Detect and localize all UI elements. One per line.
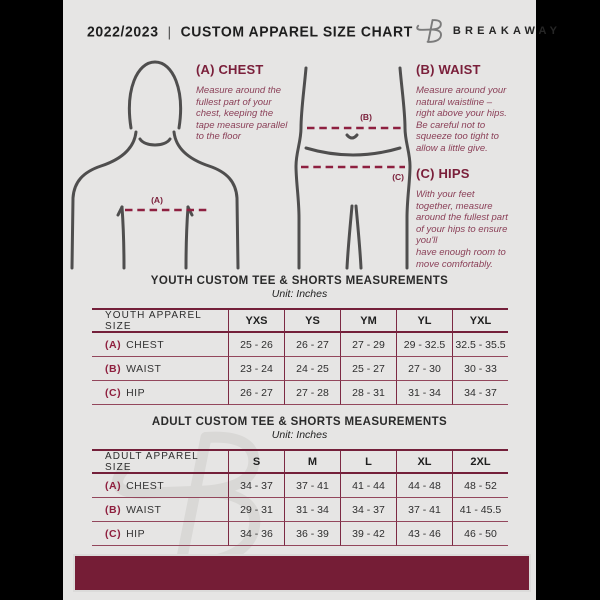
- row-letter: (A): [105, 479, 122, 492]
- size-range-cell: 29 - 31: [228, 498, 284, 522]
- brand-lockup: [413, 17, 561, 45]
- size-range-cell: 44 - 48: [396, 474, 452, 498]
- hips-label: (C): [392, 172, 404, 182]
- apparel-size-header-cell: YOUTH APPAREL SIZE: [92, 310, 228, 333]
- size-tables: [63, 274, 536, 556]
- size-range-cell: 28 - 31: [340, 381, 396, 405]
- size-range-cell: 34 - 37: [340, 498, 396, 522]
- size-range-cell: 26 - 27: [284, 333, 340, 357]
- measurement-row-label: [92, 474, 228, 498]
- size-column-header: YL: [396, 310, 452, 333]
- row-name: HIP: [126, 386, 146, 399]
- footer-bar: [73, 554, 531, 592]
- size-range-cell: 37 - 41: [284, 474, 340, 498]
- size-range-cell: 27 - 29: [340, 333, 396, 357]
- apparel-size-header-cell: ADULT APPAREL SIZE: [92, 451, 228, 474]
- waist-instruction-text: Measure around your natural waistline – right above your hips. Be careful not to squeeze too tight to allow a little give.: [416, 85, 507, 154]
- size-range-cell: 32.5 - 35.5: [452, 333, 508, 357]
- measurement-row-label: [92, 357, 228, 381]
- table-title: ADULT CUSTOM TEE & SHORTS MEASUREMENTS: [151, 416, 448, 428]
- size-column-header: YM: [340, 310, 396, 333]
- row-letter: (B): [105, 362, 122, 375]
- brand-name: BREAKAWAY: [452, 25, 562, 37]
- size-column-header: YXL: [452, 310, 508, 333]
- size-column-header: S: [228, 451, 284, 474]
- size-range-cell: 37 - 41: [396, 498, 452, 522]
- row-name: HIP: [126, 527, 146, 540]
- waist-instruction: [416, 62, 534, 155]
- row-letter: (C): [105, 386, 122, 399]
- size-range-cell: 39 - 42: [340, 522, 396, 546]
- size-range-cell: 26 - 27: [228, 381, 284, 405]
- size-range-cell: 23 - 24: [228, 357, 284, 381]
- measurement-row-label: [92, 381, 228, 405]
- size-table: [92, 449, 508, 546]
- chest-instruction-heading: (A) CHEST: [196, 62, 264, 77]
- size-range-cell: 29 - 32.5: [396, 333, 452, 357]
- measurement-row-label: [92, 522, 228, 546]
- title-divider: |: [167, 22, 172, 40]
- size-range-cell: 27 - 28: [284, 381, 340, 405]
- row-name: WAIST: [126, 362, 162, 375]
- hips-instruction-text: With your feet together, measure around the fullest part of your hips to ensure you'll have enough room to move comfortably.: [416, 189, 508, 270]
- size-column-header: YXS: [228, 310, 284, 333]
- waist-instruction-heading: (B) WAIST: [416, 62, 481, 77]
- row-letter: (C): [105, 527, 122, 540]
- waist-label: (B): [360, 112, 372, 122]
- size-range-cell: 43 - 46: [396, 522, 452, 546]
- measurement-row-label: [92, 333, 228, 357]
- size-range-cell: 34 - 36: [228, 522, 284, 546]
- size-table: [92, 308, 508, 405]
- size-range-cell: 34 - 37: [228, 474, 284, 498]
- size-range-cell: 31 - 34: [284, 498, 340, 522]
- row-letter: (A): [105, 338, 122, 351]
- size-range-cell: 25 - 27: [340, 357, 396, 381]
- hips-instruction: [416, 166, 534, 270]
- size-range-cell: 48 - 52: [452, 474, 508, 498]
- size-range-cell: 41 - 44: [340, 474, 396, 498]
- size-range-cell: 25 - 26: [228, 333, 284, 357]
- row-letter: (B): [105, 503, 122, 516]
- size-column-header: L: [340, 451, 396, 474]
- hips-instruction-heading: (C) HIPS: [416, 166, 470, 181]
- chest-instruction: [196, 62, 318, 143]
- table-title: YOUTH CUSTOM TEE & SHORTS MEASUREMENTS: [150, 275, 449, 287]
- chest-instruction-text: Measure around the fullest part of your chest, keeping the tape measure parallel to the floor: [196, 85, 288, 143]
- youth-table-section: [63, 274, 536, 405]
- table-unit: Unit: Inches: [271, 288, 328, 300]
- size-range-cell: 24 - 25: [284, 357, 340, 381]
- size-column-header: XL: [396, 451, 452, 474]
- season-label: 2022/2023: [87, 22, 159, 40]
- size-range-cell: 46 - 50: [452, 522, 508, 546]
- size-range-cell: 41 - 45.5: [452, 498, 508, 522]
- size-range-cell: 31 - 34: [396, 381, 452, 405]
- row-name: CHEST: [126, 479, 165, 492]
- breakaway-b-logo-icon: [413, 17, 446, 45]
- size-chart-page: [63, 0, 562, 600]
- measurement-row-label: [92, 498, 228, 522]
- size-range-cell: 36 - 39: [284, 522, 340, 546]
- size-column-header: YS: [284, 310, 340, 333]
- chart-title: CUSTOM APPAREL SIZE CHART: [180, 22, 413, 40]
- size-range-cell: 34 - 37: [452, 381, 508, 405]
- page-header: [87, 15, 562, 47]
- size-column-header: M: [284, 451, 340, 474]
- size-range-cell: 30 - 33: [452, 357, 508, 381]
- size-column-header: 2XL: [452, 451, 508, 474]
- table-unit: Unit: Inches: [271, 429, 328, 441]
- row-name: CHEST: [126, 338, 165, 351]
- size-range-cell: 27 - 30: [396, 357, 452, 381]
- page-title: [87, 22, 413, 39]
- chest-label: (A): [151, 195, 163, 205]
- row-name: WAIST: [126, 503, 162, 516]
- adult-table-section: [63, 415, 536, 546]
